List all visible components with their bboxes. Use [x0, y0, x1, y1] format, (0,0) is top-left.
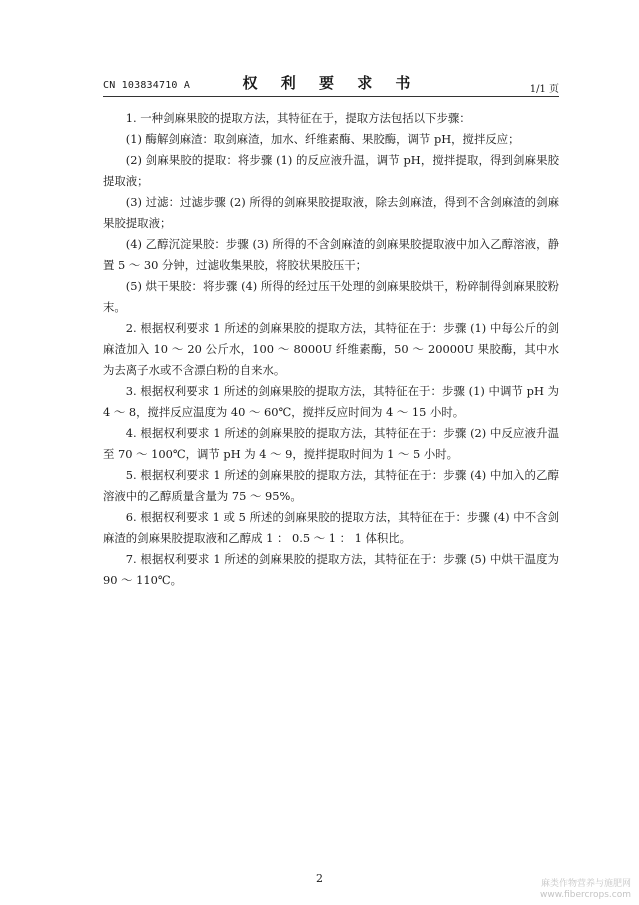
page-indicator: 1/1 页 — [529, 84, 559, 95]
page-header — [103, 72, 559, 94]
header-divider — [103, 96, 559, 97]
document-title: 权 利 要 求 书 — [242, 74, 420, 92]
watermark-site-name: 麻类作物营养与施肥网 — [540, 879, 631, 889]
claim-2: 2. 根据权利要求 1 所述的剑麻果胶的提取方法，其特征在于：步骤 (1) 中每公斤的剑麻渣加入 10 ～ 20 公斤水，100 ～ 8000U 纤维素酶，50 ～ 20000U 果胶酶，其中水为去离子水或不含漂白粉的自来水。 — [103, 321, 559, 377]
page-number: 2 — [316, 872, 323, 885]
claim-6: 6. 根据权利要求 1 或 5 所述的剑麻果胶的提取方法，其特征在于：步骤 (4) 中不含剑麻渣的剑麻果胶提取液和乙醇成 1 ： 0.5 ～ 1 ： 1 体积比。 — [103, 510, 559, 545]
claim-1-step-2: (2) 剑麻果胶的提取：将步骤 (1) 的反应液升温，调节 pH，搅拌提取，得到剑麻果胶提取液； — [103, 153, 559, 188]
claim-1-step-1: (1) 酶解剑麻渣：取剑麻渣，加水、纤维素酶、果胶酶，调节 pH，搅拌反应； — [125, 132, 520, 146]
publication-number: CN 103834710 A — [103, 80, 191, 91]
claim-1-step-4: (4) 乙醇沉淀果胶：步骤 (3) 所得的不含剑麻渣的剑麻果胶提取液中加入乙醇溶液，静置 5 ～ 30 分钟，过滤收集果胶，将胶状果胶压干； — [103, 237, 559, 272]
claim-1-step-5: (5) 烘干果胶：将步骤 (4) 所得的经过压干处理的剑麻果胶烘干，粉碎制得剑麻果胶粉末。 — [103, 279, 559, 314]
claim-1-step-3: (3) 过滤：过滤步骤 (2) 所得的剑麻果胶提取液，除去剑麻渣，得到不含剑麻渣的剑麻果胶提取液； — [103, 195, 559, 230]
watermark-url: www.fibercrops.com — [540, 890, 631, 900]
claim-4: 4. 根据权利要求 1 所述的剑麻果胶的提取方法，其特征在于：步骤 (2) 中反应液升温至 70 ～ 100℃，调节 pH 为 4 ～ 9，搅拌提取时间为 1 ～ 5 小时。 — [103, 426, 559, 461]
site-watermark — [540, 879, 631, 901]
claim-7: 7. 根据权利要求 1 所述的剑麻果胶的提取方法，其特征在于：步骤 (5) 中烘干温度为 90 ～ 110℃。 — [103, 552, 559, 587]
claims-body — [103, 108, 559, 591]
claim-1: 1. 一种剑麻果胶的提取方法，其特征在于，提取方法包括以下步骤： — [125, 111, 471, 125]
claim-3: 3. 根据权利要求 1 所述的剑麻果胶的提取方法，其特征在于：步骤 (1) 中调节 pH 为 4 ～ 8，搅拌反应温度为 40 ～ 60℃，搅拌反应时间为 4 ～ 15 小时。 — [103, 384, 559, 419]
claim-5: 5. 根据权利要求 1 所述的剑麻果胶的提取方法，其特征在于：步骤 (4) 中加入的乙醇溶液中的乙醇质量含量为 75 ～ 95%。 — [103, 468, 559, 503]
